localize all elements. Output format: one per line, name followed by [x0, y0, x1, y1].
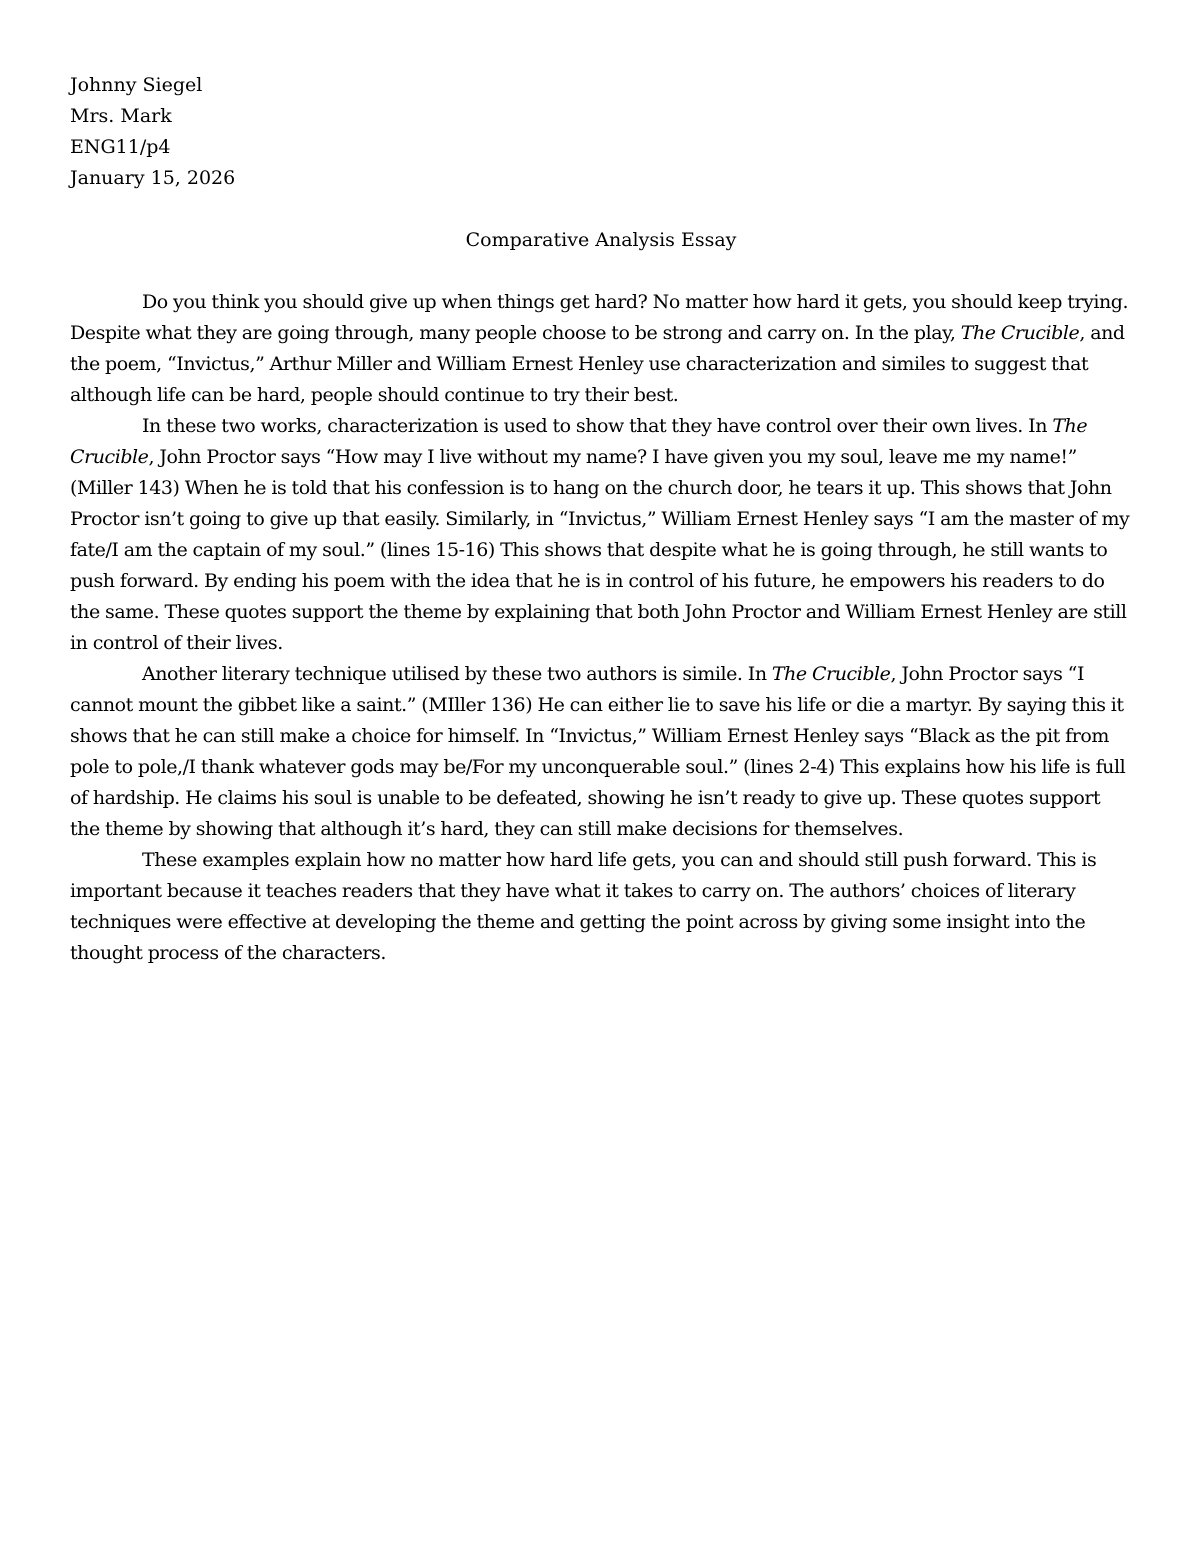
paragraph-text: In these two works, characterization is used to show that they have control over their own lives. In — [142, 415, 1053, 437]
essay-body — [70, 287, 1132, 969]
paragraph-text: , John Proctor says “I cannot mount the gibbet like a saint.” (MIller 136) He can either lie to save his life or die a martyr. By saying this it shows that he can still make a choice for himself. In “Invictus,” William Ernest Henley says “Black as the pit from pole to pole,/I thank whatever gods may be/For my unconquerable soul.” (lines 2-4) This explains how his life is full of hardship. He claims his soul is unable to be defeated, showing he isn’t ready to give up. These quotes support the theme by showing that although it’s hard, they can still make decisions for themselves. — [70, 663, 1126, 840]
paragraph-text: , and the poem, “Invictus,” Arthur Miller and William Ernest Henley use characterization and similes to suggest that although life can be hard, people should continue to try their best. — [70, 322, 1125, 406]
essay-paragraph — [70, 411, 1132, 659]
paragraph-text: Another literary technique utilised by these two authors is simile. In — [142, 663, 772, 685]
italic-title-text: The Crucible — [960, 322, 1080, 344]
essay-title: Comparative Analysis Essay — [465, 229, 737, 251]
paragraph-text: Do you think you should give up when things get hard? No matter how hard it gets, you should keep trying. Despite what they are going through, many people choose to be strong and carry on. In the play, — [70, 291, 1129, 344]
essay-paragraph — [70, 287, 1132, 411]
essay-paragraph — [70, 845, 1132, 969]
essay-paragraph — [70, 659, 1132, 845]
italic-title-text: The Crucible — [771, 663, 891, 685]
paragraph-text: , John Proctor says “How may I live without my name? I have given you my soul, leave me my name!” (Miller 143) When he is told that his confession is to hang on the church door, he tears it up. This shows that John Proctor isn’t going to give up that easily. Similarly, in “Invictus,” William Ernest Henley says “I am the master of my fate/I am the captain of my soul.” (lines 15-16) This shows that despite what he is going through, he still wants to push forward. By ending his poem with the idea that he is in control of his future, he empowers his readers to do the same. These quotes support the theme by explaining that both John Proctor and William Ernest Henley are still in control of their lives. — [70, 446, 1130, 654]
essay-date: January 15, 2026 — [70, 167, 236, 189]
course-period: ENG11/p4 — [70, 136, 171, 158]
italic-title-text: The Crucible — [70, 415, 1088, 468]
document-page — [70, 70, 1132, 969]
teacher-name: Mrs. Mark — [70, 105, 172, 127]
student-name: Johnny Siegel — [70, 74, 203, 96]
paragraph-text: These examples explain how no matter how hard life gets, you can and should still push forward. This is important because it teaches readers that they have what it takes to carry on. The authors’ choices of literary techniques were effective at developing the theme and getting the point across by giving some insight into the thought process of the characters. — [70, 849, 1097, 964]
